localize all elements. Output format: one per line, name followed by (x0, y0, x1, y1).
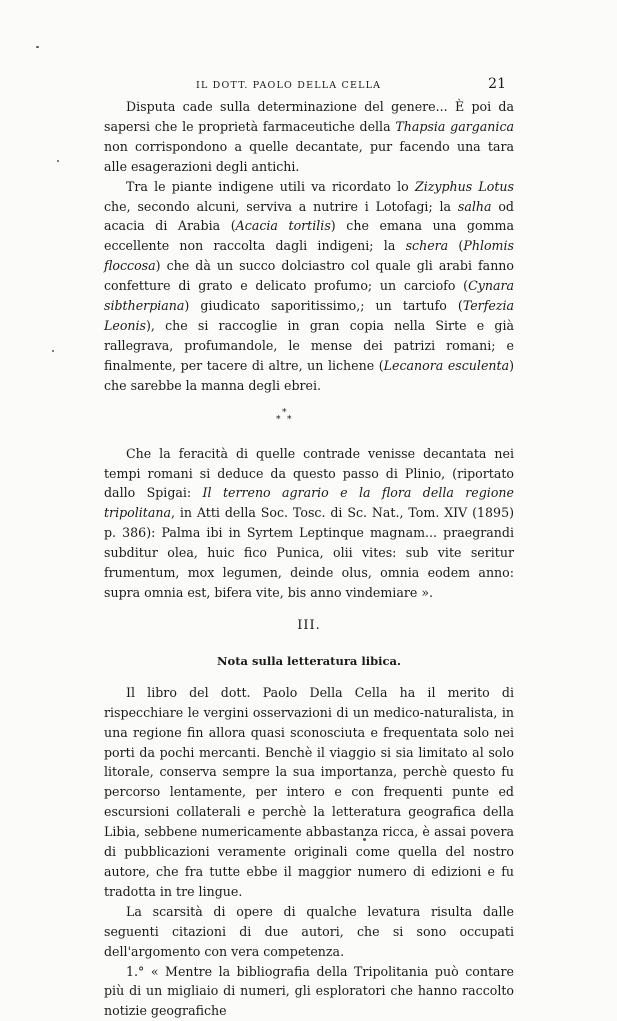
italic-term: Zizyphus Lotus (414, 178, 515, 194)
text-run: Tra le piante indigene utili va ricordato lo (126, 178, 415, 194)
text-run: ) giudicato saporitissimo,; un tartufo ( (184, 298, 463, 314)
text-run: che, secondo alcuni, serviva a nutrire i Lotofagi; la (104, 198, 458, 214)
paragraph-scarsita (104, 902, 514, 962)
asterisk-left: * (276, 414, 281, 425)
running-title: IL DOTT. PAOLO DELLA CELLA (196, 80, 382, 91)
paragraph-indigenous-plants (104, 177, 514, 396)
text-run: Il libro del dott. Paolo Della Cella ha il merito di rispecchiare le vergini osservazioni di un medico-naturalista, in una regione fin allora quasi sconosciuta e frequentata solo nei porti da pochi mercanti. Benchè il viaggio si sia limitato al solo litorale, conserva sempre la sua importanza, perchè questo fu percorso lentamente, per intero e con frequenti punte ed escursioni collaterali e perchè la letteratura geografica della Libia, sebbene numericamente abbastanza ricca, è assai povera di pubblicazioni veramente originali come quella del nostro autore, che fra tutte ebbe il maggior numero di edizioni e fu tradotta in tre lingue. (104, 684, 514, 899)
paragraph-plinio (104, 444, 514, 603)
italic-term: schera (405, 238, 449, 254)
text-run: , in Atti della Soc. Tosc. di Sc. Nat., Tom. XIV (1895) p. 386): Palma ibi in Syrtem Leptinque magnam... praegrandi subditur olea, huic fico Punica, olii vites: sub vite seritur frumentum, mox legumen, deinde olus, omnia eodem anno: supra omnia est, bifera vite, bis anno vindemiare ». (104, 505, 514, 600)
paragraph-bibliografia (104, 962, 514, 1021)
text-run: Disputa cade sulla determinazione del genere... È poi da sapersi che le proprietà farmaceutiche della (104, 99, 514, 134)
print-speck (52, 350, 54, 352)
italic-term: Il terreno agrario e la flora della regione tripolitana (104, 485, 514, 521)
text-run: 1.° « Mentre la bibliografia della Tripolitania può contare più di un migliaio di numeri, gli esploratori che hanno raccolto notizie geografiche (104, 963, 514, 1019)
asterisk-right: * (287, 414, 292, 425)
asterism (276, 404, 296, 428)
text-run: ( (448, 238, 464, 254)
italic-term: Phlomis floccosa (104, 238, 514, 274)
text-run: ) che sarebbe la manna degli ebrei. (104, 357, 515, 393)
italic-term: Cynara sibtherpiana (104, 278, 514, 314)
italic-term: Thapsia garganica (395, 118, 514, 134)
italic-term: salha (457, 198, 492, 214)
page-header (196, 76, 506, 96)
asterisk-top: * (282, 407, 287, 418)
section-subtitle: Nota sulla letteratura libica. (217, 653, 401, 668)
paragraph-libro (104, 683, 514, 902)
text-run: ) che emana una gomma eccellente non raccolta dagli indigeni; la (104, 218, 514, 254)
text-run: Che la feracità di quelle contrade venisse decantata nei tempi romani si deduce da questo passo di Plinio, (riportato dallo Spigai: (104, 445, 514, 501)
italic-term: Acacia tortilis (235, 218, 331, 234)
body-text (104, 97, 514, 1021)
print-speck (57, 160, 59, 162)
paragraph-thapsia (104, 97, 514, 177)
text-run: od acacia di Arabia ( (104, 198, 514, 234)
section-numeral: III. (297, 617, 321, 633)
text-run: non corrispondono a quelle decantate, pur facendo una tara alle esagerazioni degli antichi. (104, 138, 514, 174)
italic-term: Terfezia Leonis (104, 298, 514, 333)
text-run: La scarsità di opere di qualche levatura risulta dalle seguenti citazioni di due autori, che si sono occupati dell'argomento con vera competenza. (104, 903, 514, 959)
page-number: 21 (488, 76, 506, 92)
text-run: ), che si raccoglie in gran copia nella Sirte e già rallegrava, profumandole, le mense dei patrizi romani; e finalmente, per tacere di altre, un lichene ( (104, 317, 514, 373)
print-speck (36, 46, 39, 48)
italic-term: Lecanora esculenta (383, 357, 510, 373)
asterism-separator (104, 396, 514, 444)
text-run: ) che dà un succo dolciastro col quale gli arabi fanno confetture di grato e delicato profumo; un carciofo ( (104, 258, 514, 294)
